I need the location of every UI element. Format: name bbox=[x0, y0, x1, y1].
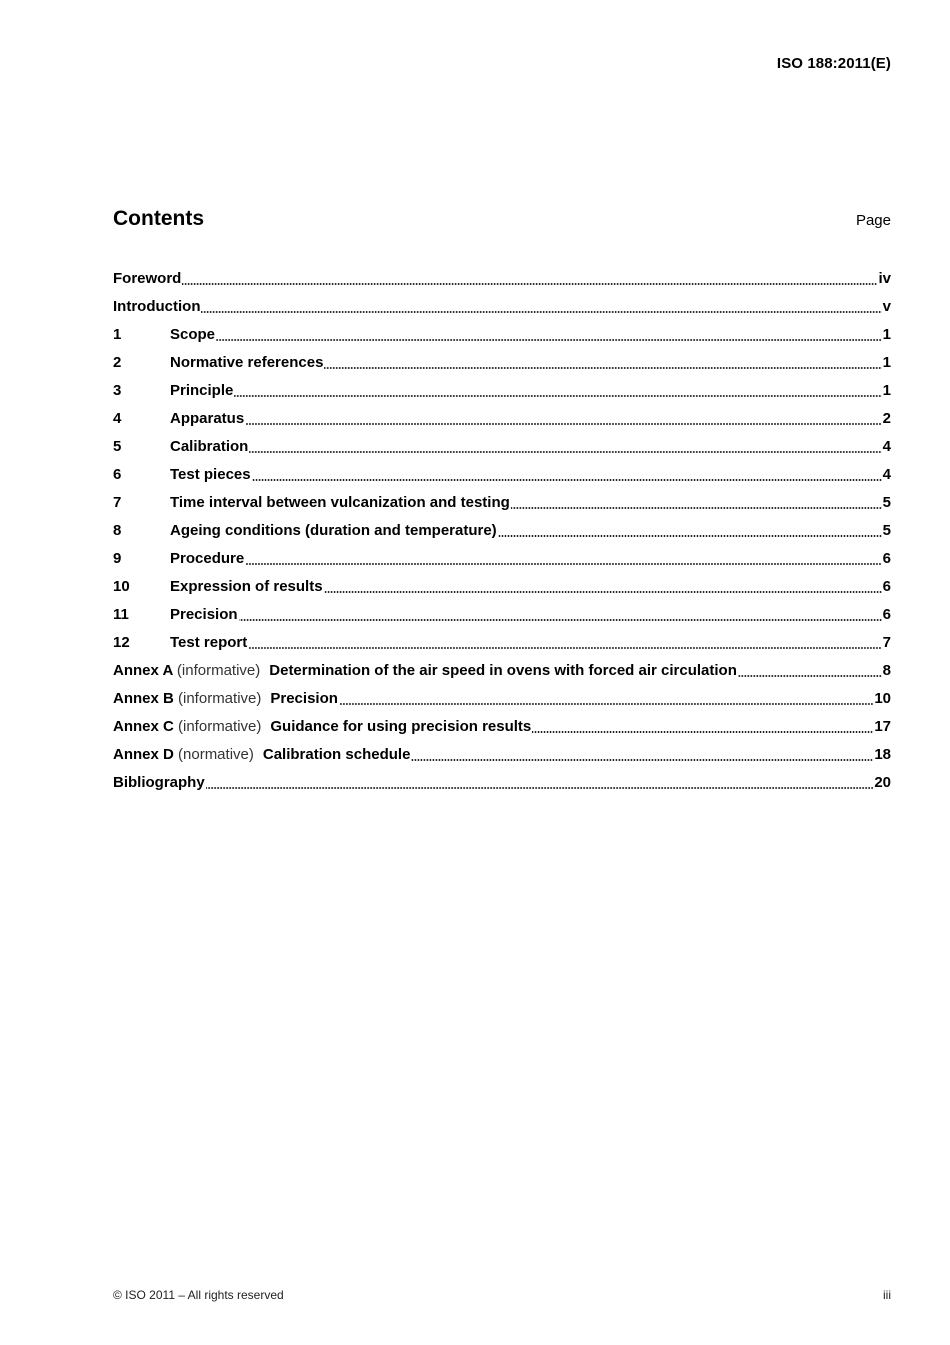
toc-entry-clause-9[interactable] bbox=[113, 544, 891, 572]
toc-entry-annex-a[interactable] bbox=[113, 656, 891, 684]
toc-entry-clause-4[interactable] bbox=[113, 404, 891, 432]
dot-leader bbox=[182, 283, 877, 285]
toc-entry-page: 20 bbox=[874, 773, 891, 791]
toc-entry-clause-7[interactable] bbox=[113, 488, 891, 516]
toc-entry-clause-8[interactable] bbox=[113, 516, 891, 544]
toc-entry-title: Ageing conditions (duration and temperature) bbox=[170, 521, 497, 539]
toc-entry-title: Determination of the air speed in ovens with forced air circulation bbox=[269, 661, 737, 679]
clause-number: 2 bbox=[113, 353, 122, 371]
toc-entry-annex-c[interactable] bbox=[113, 712, 891, 740]
toc-entry-title: Procedure bbox=[170, 549, 245, 567]
page-number: iii bbox=[883, 1288, 891, 1302]
toc-entry-bibliography[interactable] bbox=[113, 768, 891, 796]
dot-leader bbox=[324, 591, 882, 593]
clause-number: 7 bbox=[113, 493, 122, 511]
dot-leader bbox=[249, 451, 881, 453]
clause-number: 8 bbox=[113, 521, 122, 539]
toc-entry-title: Apparatus bbox=[170, 409, 245, 427]
toc-entry-title: Introduction bbox=[113, 297, 201, 315]
contents-heading-row bbox=[113, 207, 891, 231]
toc-entry-page: 18 bbox=[874, 745, 891, 763]
toc-entry-page: 4 bbox=[882, 465, 891, 483]
clause-number: 5 bbox=[113, 437, 122, 455]
annex-label bbox=[113, 662, 260, 679]
annex-letter: Annex B bbox=[113, 689, 174, 707]
annex-label bbox=[113, 718, 261, 735]
toc-entry-clause-10[interactable] bbox=[113, 572, 891, 600]
toc-entry-page: 1 bbox=[882, 381, 891, 399]
dot-leader bbox=[339, 703, 873, 705]
toc-entry-page: 7 bbox=[882, 633, 891, 651]
dot-leader bbox=[411, 759, 873, 761]
toc-entry-page: 1 bbox=[882, 325, 891, 343]
toc-entry-page: 6 bbox=[882, 605, 891, 623]
clause-number: 6 bbox=[113, 465, 122, 483]
dot-leader bbox=[324, 367, 881, 369]
annex-letter: Annex A bbox=[113, 661, 173, 679]
toc-entry-title: Precision bbox=[170, 605, 238, 623]
dot-leader bbox=[738, 675, 882, 677]
toc-entry-title: Time interval between vulcanization and testing bbox=[170, 493, 510, 511]
table-of-contents bbox=[113, 264, 891, 796]
toc-entry-clause-6[interactable] bbox=[113, 460, 891, 488]
toc-entry-annex-d[interactable] bbox=[113, 740, 891, 768]
annex-letter: Annex C bbox=[113, 717, 174, 735]
toc-entry-title: Guidance for using precision results bbox=[270, 717, 532, 735]
page-column-label: Page bbox=[855, 212, 891, 229]
toc-entry-page: 10 bbox=[874, 689, 891, 707]
toc-entry-page: 6 bbox=[882, 549, 891, 567]
dot-leader bbox=[245, 563, 881, 565]
toc-entry-clause-12[interactable] bbox=[113, 628, 891, 656]
toc-entry-page: v bbox=[882, 297, 891, 315]
toc-entry-introduction[interactable] bbox=[113, 292, 891, 320]
toc-entry-title: Foreword bbox=[113, 269, 182, 287]
toc-entry-title: Bibliography bbox=[113, 773, 205, 791]
copyright-notice: © ISO 2011 – All rights reserved bbox=[113, 1288, 284, 1302]
clause-number: 11 bbox=[113, 605, 129, 623]
dot-leader bbox=[248, 647, 881, 649]
toc-entry-page: iv bbox=[878, 269, 891, 287]
toc-entry-title: Normative references bbox=[170, 353, 324, 371]
toc-entry-page: 6 bbox=[882, 577, 891, 595]
toc-entry-page: 1 bbox=[882, 353, 891, 371]
annex-kind: (informative) bbox=[178, 717, 262, 735]
dot-leader bbox=[201, 311, 881, 313]
dot-leader bbox=[511, 507, 882, 509]
clause-number: 1 bbox=[113, 325, 122, 343]
clause-number: 3 bbox=[113, 381, 122, 399]
dot-leader bbox=[234, 395, 881, 397]
toc-entry-title: Scope bbox=[170, 325, 216, 343]
annex-label bbox=[113, 746, 254, 763]
toc-entry-title: Calibration bbox=[170, 437, 249, 455]
annex-kind: (normative) bbox=[178, 745, 254, 763]
toc-entry-clause-2[interactable] bbox=[113, 348, 891, 376]
toc-entry-title: Principle bbox=[170, 381, 234, 399]
annex-kind: (informative) bbox=[176, 661, 261, 679]
toc-entry-page: 5 bbox=[882, 521, 891, 539]
dot-leader bbox=[245, 423, 881, 425]
clause-number: 9 bbox=[113, 549, 122, 567]
clause-number: 4 bbox=[113, 409, 122, 427]
toc-entry-annex-b[interactable] bbox=[113, 684, 891, 712]
annex-letter: Annex D bbox=[113, 745, 174, 763]
toc-entry-title: Precision bbox=[270, 689, 338, 707]
dot-leader bbox=[239, 619, 882, 621]
dot-leader bbox=[216, 339, 882, 341]
toc-entry-page: 4 bbox=[882, 437, 891, 455]
dot-leader bbox=[252, 479, 882, 481]
dot-leader bbox=[498, 535, 882, 537]
toc-entry-clause-3[interactable] bbox=[113, 376, 891, 404]
clause-number: 12 bbox=[113, 633, 130, 651]
toc-entry-title: Test report bbox=[170, 633, 248, 651]
contents-title: Contents bbox=[113, 207, 204, 230]
toc-entry-clause-11[interactable] bbox=[113, 600, 891, 628]
toc-entry-page: 2 bbox=[882, 409, 891, 427]
toc-entry-page: 5 bbox=[882, 493, 891, 511]
dot-leader bbox=[532, 731, 873, 733]
dot-leader bbox=[206, 787, 874, 789]
annex-label bbox=[113, 690, 261, 707]
toc-entry-page: 8 bbox=[882, 661, 891, 679]
toc-entry-title: Calibration schedule bbox=[262, 745, 411, 763]
toc-entry-page: 17 bbox=[874, 717, 891, 735]
document-id: ISO 188:2011(E) bbox=[776, 55, 891, 72]
toc-entry-title: Test pieces bbox=[170, 465, 251, 483]
toc-entry-title: Expression of results bbox=[170, 577, 323, 595]
annex-kind: (informative) bbox=[178, 689, 262, 707]
toc-entry-foreword[interactable] bbox=[113, 264, 891, 292]
toc-entry-clause-5[interactable] bbox=[113, 432, 891, 460]
clause-number: 10 bbox=[113, 577, 130, 595]
toc-entry-clause-1[interactable] bbox=[113, 320, 891, 348]
